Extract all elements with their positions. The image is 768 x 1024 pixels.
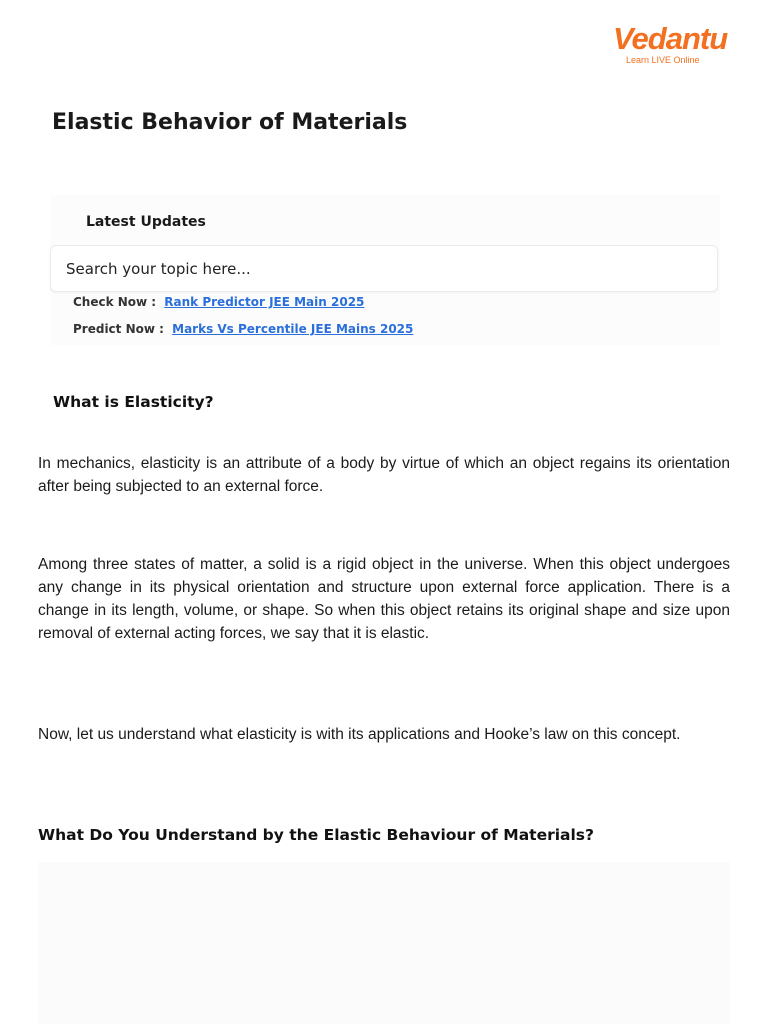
paragraph: Among three states of matter, a solid is a rigid object in the universe. When this object undergoes any change in its physical orientation and structure upon external force application. There is a change in its length, volume, or shape. So when this object retains its original shape and size upon removal of external acting forces, we say that it is elastic.	[38, 556, 730, 642]
paragraph: In mechanics, elasticity is an attribute of a body by virtue of which an object regains its orientation after being subjected to an external force.	[38, 455, 730, 495]
search-input[interactable]	[50, 245, 718, 292]
update-prefix: Check Now :	[73, 295, 157, 309]
logo-tagline: Learn LIVE Online	[626, 55, 700, 65]
update-item-check-now	[73, 295, 364, 309]
section-heading-what-is-elasticity: What is Elasticity?	[53, 393, 214, 411]
update-prefix: Predict Now :	[73, 322, 164, 336]
vedantu-logo[interactable]	[613, 21, 728, 65]
rank-predictor-link[interactable]: Rank Predictor JEE Main 2025	[164, 295, 365, 309]
logo-wordmark: Vedantu	[613, 21, 728, 56]
paragraph: Now, let us understand what elasticity is with its applications and Hooke’s law on this concept.	[38, 726, 681, 743]
latest-updates-heading: Latest Updates	[86, 214, 206, 230]
marks-vs-percentile-link[interactable]: Marks Vs Percentile JEE Mains 2025	[172, 322, 414, 336]
section-heading-elastic-behaviour: What Do You Understand by the Elastic Behaviour of Materials?	[38, 826, 595, 844]
search-placeholder: Search your topic here...	[66, 260, 251, 278]
content-placeholder-area	[38, 862, 730, 1024]
page-title: Elastic Behavior of Materials	[52, 110, 408, 135]
update-item-predict-now	[73, 322, 413, 336]
